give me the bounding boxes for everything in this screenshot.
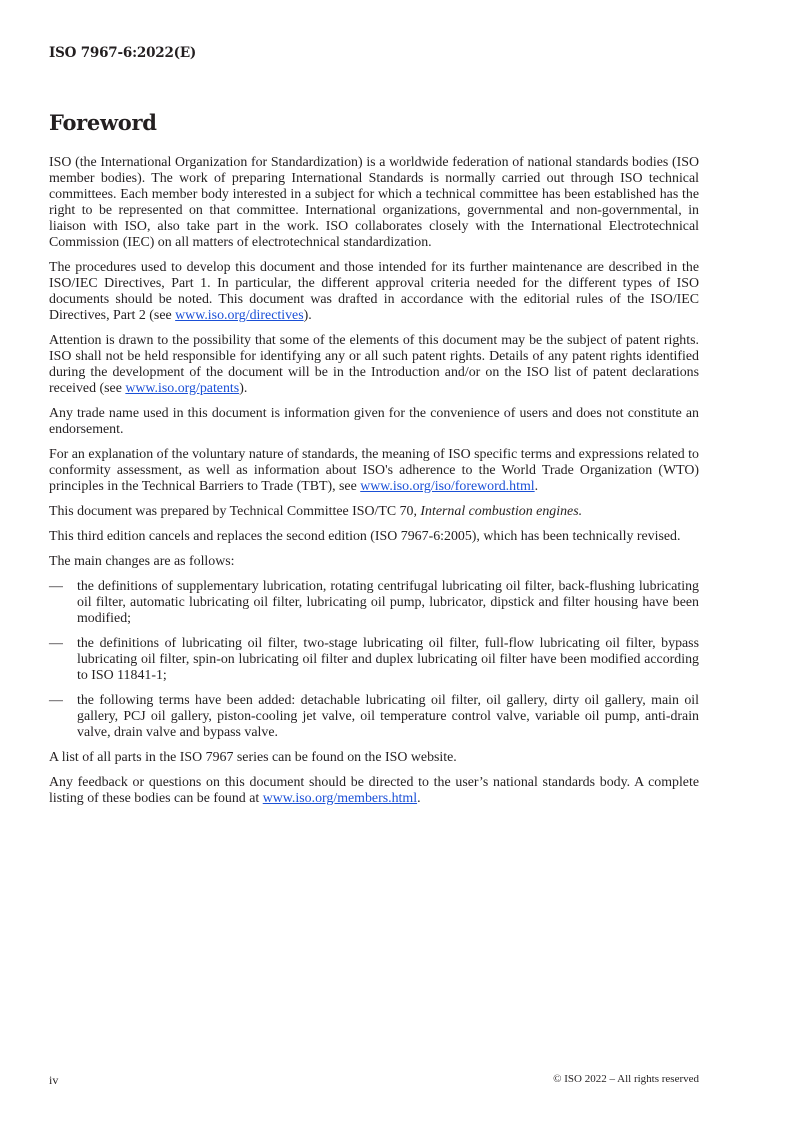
- paragraph-text: For an explanation of the voluntary nature of standards, the meaning of ISO specific terms and expressions related to conformity assessment, as well as information about ISO's adherence to the World Trade Organization (WTO) principles in the Technical Barriers to Trade (TBT), see: [49, 447, 699, 494]
- patents-link[interactable]: www.iso.org/patents: [125, 381, 240, 396]
- em-dash-bullet: —: [49, 636, 63, 651]
- page-number: iv: [49, 1073, 59, 1087]
- paragraph-text: .: [417, 791, 421, 806]
- paragraph-series-list: A list of all parts in the ISO 7967 series can be found on the ISO website.: [49, 750, 457, 765]
- paragraph-text: .: [534, 479, 539, 494]
- list-item-text: the definitions of supplementary lubrication, rotating centrifugal lubricating oil filter, back-flushing lubricating oil filter, automatic lubricating oil filter, lubricating oil pump, lubricator, dipstick and filter housing have been modified;: [77, 579, 699, 626]
- page-title: Foreword: [49, 110, 157, 135]
- em-dash-bullet: —: [49, 579, 63, 594]
- paragraph-main-changes: The main changes are as follows:: [49, 554, 235, 569]
- copyright-notice: © ISO 2022 – All rights reserved: [553, 1073, 699, 1085]
- changes-list: [49, 579, 699, 741]
- paragraph-feedback: [49, 775, 699, 807]
- members-link[interactable]: www.iso.org/members.html: [262, 791, 418, 806]
- paragraph-text: Attention is drawn to the possibility that some of the elements of this document may be the subject of patent rights. ISO shall not be held responsible for identifying any or all such patent rights. Details of any patent rights identified during the development of the document will be in the Introduction and/or on the ISO list of patent declarations received (see: [49, 333, 699, 396]
- list-item-text: the following terms have been added: detachable lubricating oil filter, oil gallery, dirty oil gallery, main oil gallery, PCJ oil gallery, piston-cooling jet valve, oil temperature control valve, variable oil pump, anti-drain valve, drain valve and bypass valve.: [77, 693, 699, 740]
- paragraph-voluntary-nature: [49, 447, 699, 495]
- paragraph-patents: [49, 333, 699, 397]
- foreword-body: [49, 155, 699, 816]
- paragraph-text: The procedures used to develop this document and those intended for its further maintenance are described in the ISO/IEC Directives, Part 1. In particular, the different approval criteria needed for the different types of ISO documents should be noted. This document was drafted in accordance with the editorial rules of the ISO/IEC Directives, Part 2 (see: [49, 260, 699, 323]
- paragraph-iso-intro: ISO (the International Organization for Standardization) is a worldwide federation of national standards bodies (ISO member bodies). The work of preparing International Standards is normally carried out through ISO technical committees. Each member body interested in a subject for which a technical committee has been established has the right to be represented on that committee. International organizations, governmental and non-governmental, in liaison with ISO, also take part in the work. ISO collaborates closely with the International Electrotechnical Commission (IEC) on all matters of electrotechnical standardization.: [49, 155, 699, 250]
- paragraph-trade-name: Any trade name used in this document is information given for the convenience of users and does not constitute an endorsement.: [49, 406, 699, 437]
- paragraph-committee: [49, 504, 699, 520]
- list-item: [49, 693, 699, 741]
- paragraph-text: ).: [239, 381, 248, 396]
- paragraph-text: This document was prepared by Technical Committee ISO/TC 70,: [49, 504, 421, 519]
- directives-link[interactable]: www.iso.org/directives: [175, 308, 304, 323]
- foreword-link[interactable]: www.iso.org/iso/foreword.html: [360, 479, 535, 494]
- paragraph-text: ).: [303, 308, 312, 323]
- list-item-text: the definitions of lubricating oil filter, two-stage lubricating oil filter, full-flow lubricating oil filter, bypass lubricating oil filter, spin-on lubricating oil filter and duplex lubricating oil filter have been modified according to ISO 11841-1;: [77, 636, 699, 683]
- committee-title: Internal combustion engines.: [420, 504, 583, 519]
- paragraph-procedures: [49, 260, 699, 324]
- list-item: [49, 636, 699, 684]
- list-item: [49, 579, 699, 627]
- paragraph-edition: This third edition cancels and replaces the second edition (ISO 7967-6:2005), which has been technically revised.: [49, 529, 681, 544]
- document-id-header: ISO 7967-6:2022(E): [49, 45, 197, 61]
- em-dash-bullet: —: [49, 693, 63, 708]
- paragraph-text: Any feedback or questions on this document should be directed to the user’s national standards body. A complete listing of these bodies can be found at: [49, 775, 699, 806]
